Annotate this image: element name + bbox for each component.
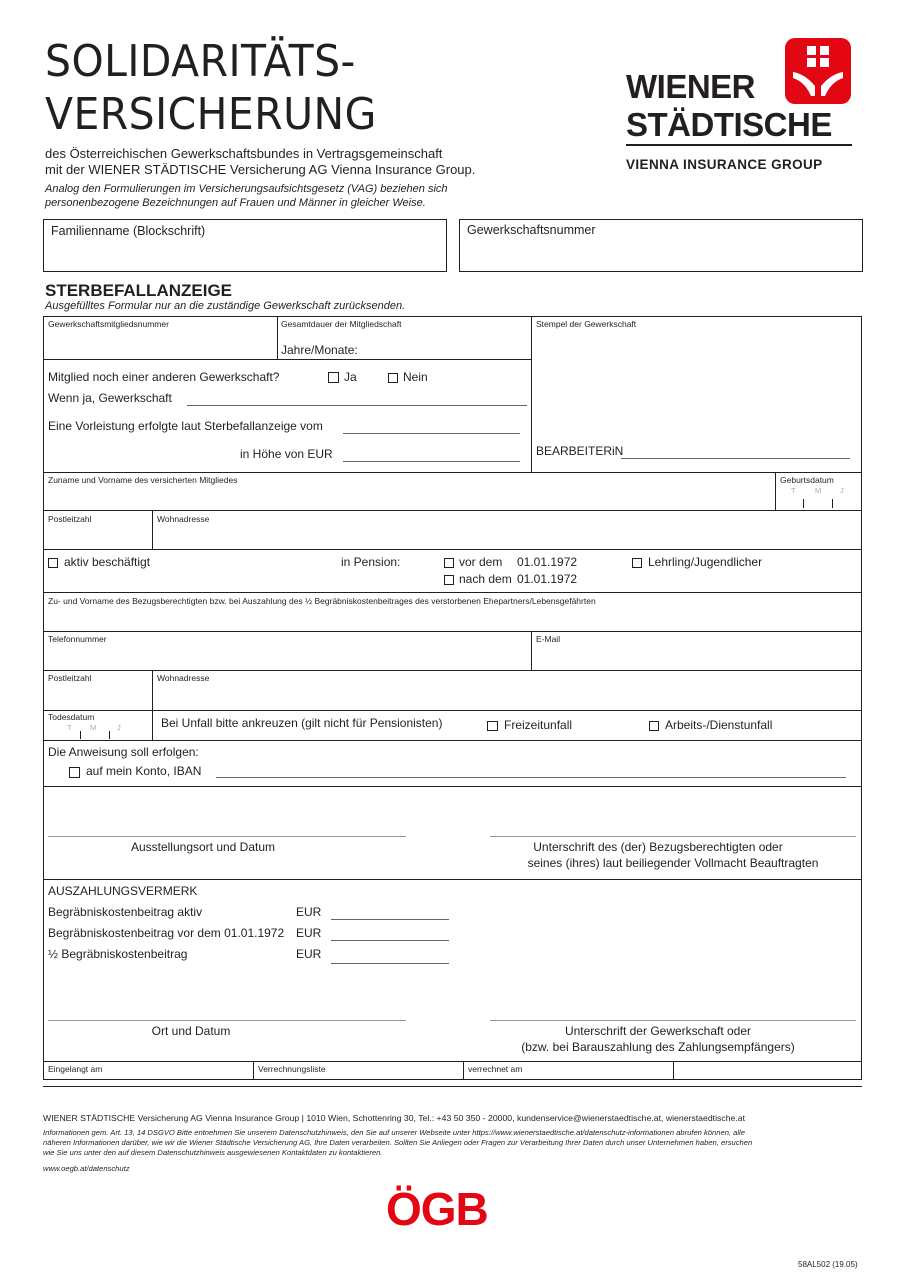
vorleistung-label: Eine Vorleistung erfolgte laut Sterbefallanzeige vom [48, 419, 323, 433]
footer-address: WIENER STÄDTISCHE Versicherung AG Vienna Insurance Group | 1010 Wien, Schottenring 30, Tel.: +43 50 350 - 20000, kundenservice@wienerstaedtische.at, wienerstaedtische.at [43, 1113, 746, 1123]
unterschrift-bez-line1: Unterschrift des (der) Bezugsberechtigten oder [533, 840, 783, 854]
unterschrift-gew-line1: Unterschrift der Gewerkschaft oder [564, 1024, 752, 1038]
telefon-input[interactable] [44, 645, 530, 669]
anweisung-label: Die Anweisung soll erfolgen: [48, 745, 199, 759]
in-pension-label: in Pension: [341, 555, 401, 569]
wohnadresse-label: Wohnadresse [157, 514, 210, 524]
todesdatum-input[interactable] [44, 722, 151, 739]
freizeitunfall-label: Freizeitunfall [504, 718, 573, 732]
footer-divider [43, 1086, 862, 1087]
postleitzahl-label: Postleitzahl [48, 514, 92, 524]
andere-gewerkschaft-label: Mitglied noch einer anderen Gewerkschaft? [48, 370, 280, 384]
postleitzahl2-label: Postleitzahl [48, 673, 92, 683]
unterschrift-gewerkschaft-input[interactable] [490, 1020, 856, 1021]
unterschrift-bez-line2: seines (ihres) laut beiliegender Vollmacht Beauftragten [527, 856, 819, 870]
gewerkschaftsnummer-label: Gewerkschaftsnummer [467, 223, 596, 237]
verrechnet-label: verrechnet am [468, 1064, 523, 1074]
geburtsdatum-m: M [815, 486, 822, 495]
iban-input[interactable] [216, 777, 846, 778]
beitrag-aktiv-label: Begräbniskostenbeitrag aktiv [48, 905, 203, 919]
lehrling-label: Lehrling/Jugendlicher [648, 555, 763, 569]
unterschrift-bezugsberechtigter-input[interactable] [490, 836, 856, 837]
logo-staedtische: STÄDTISCHE [626, 106, 832, 143]
wenn-ja-input[interactable] [187, 405, 527, 406]
subtitle-line-1: des Österreichischen Gewerkschaftsbundes in Vertragsgemeinschaft [45, 146, 443, 161]
mitgliedsnummer-label: Gewerkschaftsmitgliedsnummer [48, 319, 169, 329]
verrechnungsliste-label: Verrechnungsliste [258, 1064, 326, 1074]
mitgliedsnummer-input[interactable] [44, 330, 276, 358]
hoehe-label: in Höhe von EUR [240, 447, 333, 461]
konto-checkbox[interactable] [69, 767, 80, 778]
unfall-label: Bei Unfall bitte ankreuzen (gilt nicht für Pensionisten) [161, 716, 443, 730]
section-title: STERBEFALLANZEIGE [45, 281, 233, 300]
jahre-monate-input[interactable]: Jahre/Monate: [281, 343, 358, 357]
ort-datum-label: Ort und Datum [151, 1024, 231, 1038]
todesdatum-label: Todesdatum [48, 712, 95, 722]
ausstellungsort-label: Ausstellungsort und Datum [130, 840, 276, 854]
beitrag-vor-input[interactable] [331, 940, 449, 941]
aktiv-checkbox[interactable] [48, 558, 58, 568]
bearbeiterin-input[interactable] [621, 458, 850, 459]
eingelangt-label: Eingelangt am [48, 1064, 103, 1074]
nach-dem-label: nach dem [459, 572, 512, 586]
title-line-1: SOLIDARITÄTS- [45, 36, 356, 87]
wiener-staedtische-emblem-icon [785, 38, 851, 104]
beitrag-vor-label: Begräbniskostenbeitrag vor dem 01.01.1972 [48, 926, 285, 940]
logo-vig: VIENNA INSURANCE GROUP [626, 157, 823, 172]
unterschrift-gew-line2: (bzw. bei Barauszahlung des Zahlungsempfängers) [521, 1040, 795, 1054]
email-input[interactable] [532, 645, 861, 669]
gewerkschaftsnummer-field[interactable] [459, 219, 863, 272]
beitrag-aktiv-eur: EUR [296, 905, 322, 919]
lehrling-checkbox[interactable] [632, 558, 642, 568]
stempel-label: Stempel der Gewerkschaft [536, 319, 637, 329]
footer-web: www.oegb.at/datenschutz [43, 1164, 130, 1173]
note-line-2: personenbezogene Bezeichnungen auf Frauen und Männer in gleicher Weise. [45, 197, 426, 209]
bezugsberechtigter-label: Zu- und Vorname des Bezugsberechtigten bzw. bei Auszahlung des ½ Begräbniskostenbeitrages des verstorbenen Ehepartners/Lebensgefährten [48, 596, 596, 606]
todesdatum-t: T [67, 723, 72, 732]
ja-label: Ja [344, 370, 357, 384]
subtitle-line-2: mit der WIENER STÄDTISCHE Versicherung AG Vienna Insurance Group. [45, 162, 476, 177]
aktiv-label: aktiv beschäftigt [64, 555, 151, 569]
beitrag-halb-input[interactable] [331, 963, 449, 964]
vor-dem-date: 01.01.1972 [517, 555, 578, 569]
ort-datum-input[interactable] [48, 1020, 406, 1021]
wohnadresse2-input[interactable] [153, 684, 861, 709]
bezugsberechtigter-input[interactable] [44, 607, 861, 630]
geburtsdatum-t: T [791, 486, 796, 495]
nach-dem-checkbox[interactable] [444, 575, 454, 585]
footer-privacy-3: wie Sie uns unter den auf diesem Datenschutzhinweis ausgewiesenen Kontaktdaten zu kontaktieren. [43, 1148, 383, 1157]
logo-wiener: WIENER [626, 68, 755, 105]
ja-checkbox[interactable] [328, 372, 339, 383]
konto-label: auf mein Konto, IBAN [86, 764, 202, 778]
zuname-input[interactable] [44, 486, 774, 509]
telefon-label: Telefonnummer [48, 634, 107, 644]
familienname-field[interactable] [43, 219, 447, 272]
note-line-1: Analog den Formulierungen im Versicherungsaufsichtsgesetz (VAG) beziehen sich [45, 183, 448, 195]
familienname-label: Familienname (Blockschrift) [51, 224, 206, 238]
section-subtitle: Ausgefülltes Formular nur an die zuständige Gewerkschaft zurücksenden. [45, 300, 406, 312]
freizeitunfall-checkbox[interactable] [487, 721, 498, 731]
wohnadresse-input[interactable] [153, 525, 861, 548]
nach-dem-date: 01.01.1972 [517, 572, 578, 586]
postleitzahl-input[interactable] [44, 525, 151, 548]
postleitzahl2-input[interactable] [44, 684, 151, 709]
arbeitsunfall-label: Arbeits-/Dienstunfall [665, 718, 773, 732]
beitrag-aktiv-input[interactable] [331, 919, 449, 920]
ogb-logo: ÖGB [386, 1183, 488, 1235]
beitrag-vor-eur: EUR [296, 926, 322, 940]
beitrag-halb-label: ½ Begräbniskostenbeitrag [48, 947, 188, 961]
geburtsdatum-label: Geburtsdatum [780, 475, 834, 485]
nein-label: Nein [403, 370, 428, 384]
title-line-2: VERSICHERUNG [45, 89, 377, 140]
zuname-label: Zuname und Vorname des versicherten Mitgliedes [48, 475, 238, 485]
footer-privacy-2: näheren Informationen darüber, wie wir die Wiener Städtische Versicherung AG, Ihre Daten verarbeiten. Sollten Sie Anliegen oder Fragen zur Verarbeitung Ihrer Daten durch unser Unternehmen haben, ersuchen [43, 1138, 753, 1147]
nein-checkbox[interactable] [388, 373, 398, 383]
gesamtdauer-label: Gesamtdauer der Mitgliedschaft [281, 319, 402, 329]
hoehe-input[interactable] [343, 461, 520, 462]
form-code: 58AL502 (19.05) [798, 1260, 858, 1269]
bearbeiterin-label: BEARBEITERiN [536, 444, 624, 458]
geburtsdatum-input[interactable] [776, 486, 861, 509]
vor-dem-checkbox[interactable] [444, 558, 454, 568]
email-label: E-Mail [536, 634, 561, 644]
todesdatum-m: M [90, 723, 97, 732]
todesdatum-j: J [117, 723, 121, 732]
beitrag-halb-eur: EUR [296, 947, 322, 961]
auszahlungsvermerk-title: AUSZAHLUNGSVERMERK [48, 884, 198, 898]
footer-privacy-1: Informationen gem. Art. 13, 14 DSGVO Bitte entnehmen Sie unserem Datenschutzhinweis, den Sie auf unserer Webseite unter https://www.wienerstaedtische.at/datenschutz-informationen abrufen können, alle [43, 1128, 745, 1137]
ausstellungsort-input[interactable] [48, 836, 406, 837]
wenn-ja-label: Wenn ja, Gewerkschaft [48, 391, 172, 405]
arbeitsunfall-checkbox[interactable] [649, 721, 659, 731]
vorleistung-date-input[interactable] [343, 433, 520, 434]
logo-divider [626, 144, 852, 146]
wohnadresse2-label: Wohnadresse [157, 673, 210, 683]
vor-dem-label: vor dem [459, 555, 503, 569]
geburtsdatum-j: J [840, 486, 844, 495]
